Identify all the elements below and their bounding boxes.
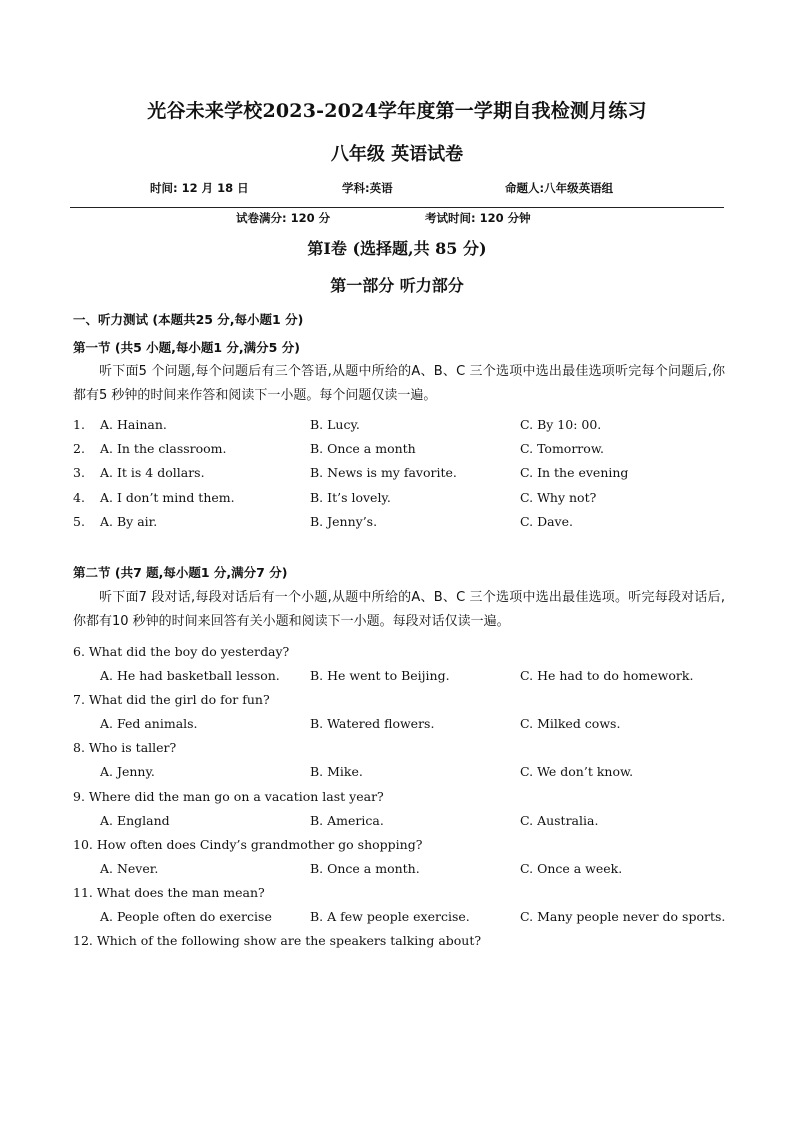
option-b: B. Jenny’s. xyxy=(310,514,378,529)
question-number: 4. xyxy=(73,490,85,505)
question-row xyxy=(0,465,794,485)
option-c: C. By 10: 00. xyxy=(520,417,602,432)
volume-title: 第Ⅰ卷 (选择题,共 85 分) xyxy=(307,239,487,258)
section1-instructions: 听下面5 个问题,每个问题后有三个答语,从题中所给的A、B、C 三个选项中选出最佳选项听完每个问题后,你都有5 秒钟的时间来作答和阅读下一小题。每个问题仅读一遍。 xyxy=(73,364,725,403)
question-row xyxy=(0,764,794,784)
exam-author: 命题人:八年级英语组 xyxy=(505,181,614,195)
section2-instructions: 听下面7 段对话,每段对话后有一个小题,从题中所给的A、B、C 三个选项中选出最佳选项。听完每段对话后,你都有10 秒钟的时间来回答有关小题和阅读下一小题。每段对话仅读一遍。 xyxy=(73,590,725,629)
option-c: C. Once a week. xyxy=(520,861,623,876)
option-c: C. Why not? xyxy=(520,490,597,505)
question-number: 2. xyxy=(73,441,85,456)
option-a: A. He had basketball lesson. xyxy=(100,668,280,683)
option-b: B. Mike. xyxy=(310,764,363,779)
option-c: C. Australia. xyxy=(520,813,599,828)
option-c: C. Many people never do sports. xyxy=(520,909,726,924)
option-a: A. It is 4 dollars. xyxy=(100,465,205,480)
question-stem: 11. What does the man mean? xyxy=(73,885,265,900)
option-c: C. We don’t know. xyxy=(520,764,634,779)
option-a: A. People often do exercise xyxy=(100,909,272,924)
option-a: A. England xyxy=(100,813,170,828)
option-c: C. Milked cows. xyxy=(520,716,621,731)
option-a: A. Jenny. xyxy=(100,764,155,779)
question-row xyxy=(0,417,794,437)
question-row xyxy=(0,861,794,881)
exam-duration: 考试时间: 120 分钟 xyxy=(425,211,531,225)
section1-heading: 一、听力测试 (本题共25 分,每小题1 分) xyxy=(73,312,304,327)
question-row xyxy=(0,716,794,736)
exam-full-score: 试卷满分: 120 分 xyxy=(236,211,331,225)
option-b: B. Once a month. xyxy=(310,861,420,876)
option-b: B. Once a month xyxy=(310,441,416,456)
option-c: C. Tomorrow. xyxy=(520,441,605,456)
section2-subheading: 第二节 (共7 题,每小题1 分,满分7 分) xyxy=(73,565,288,580)
option-c: C. Dave. xyxy=(520,514,573,529)
exam-subject: 学科:英语 xyxy=(342,181,393,195)
question-stem: 8. Who is taller? xyxy=(73,740,177,755)
question-row xyxy=(0,514,794,534)
section1-subheading: 第一节 (共5 小题,每小题1 分,满分5 分) xyxy=(73,340,300,355)
option-b: B. It’s lovely. xyxy=(310,490,391,505)
question-stem: 9. Where did the man go on a vacation last year? xyxy=(73,789,384,804)
option-b: B. Lucy. xyxy=(310,417,360,432)
exam-title: 光谷未来学校2023-2024学年度第一学期自我检测月练习 xyxy=(147,100,647,122)
exam-subtitle: 八年级 英语试卷 xyxy=(330,144,464,165)
question-stem: 10. How often does Cindy’s grandmother go shopping? xyxy=(73,837,423,852)
question-number: 5. xyxy=(73,514,85,529)
option-a: A. By air. xyxy=(100,514,158,529)
option-b: B. America. xyxy=(310,813,384,828)
option-b: B. News is my favorite. xyxy=(310,465,457,480)
question-number: 3. xyxy=(73,465,85,480)
question-stem: 7. What did the girl do for fun? xyxy=(73,692,270,707)
header-divider xyxy=(70,207,724,208)
option-b: B. He went to Beijing. xyxy=(310,668,450,683)
exam-info-row xyxy=(0,180,794,198)
option-c: C. In the evening xyxy=(520,465,629,480)
option-b: B. Watered flowers. xyxy=(310,716,435,731)
question-row xyxy=(0,813,794,833)
question-row xyxy=(0,441,794,461)
question-row xyxy=(0,490,794,510)
option-b: B. A few people exercise. xyxy=(310,909,470,924)
option-a: A. Hainan. xyxy=(100,417,167,432)
option-a: A. Never. xyxy=(100,861,159,876)
question-stem: 12. Which of the following show are the speakers talking about? xyxy=(73,933,482,948)
option-a: A. Fed animals. xyxy=(100,716,198,731)
question-row xyxy=(0,668,794,688)
part-title: 第一部分 听力部分 xyxy=(330,276,464,295)
exam-info-row-2 xyxy=(0,210,794,228)
question-row xyxy=(0,909,794,929)
exam-date: 时间: 12 月 18 日 xyxy=(150,181,249,195)
option-a: A. In the classroom. xyxy=(100,441,227,456)
option-a: A. I don’t mind them. xyxy=(100,490,235,505)
question-number: 1. xyxy=(73,417,85,432)
option-c: C. He had to do homework. xyxy=(520,668,694,683)
question-stem: 6. What did the boy do yesterday? xyxy=(73,644,290,659)
